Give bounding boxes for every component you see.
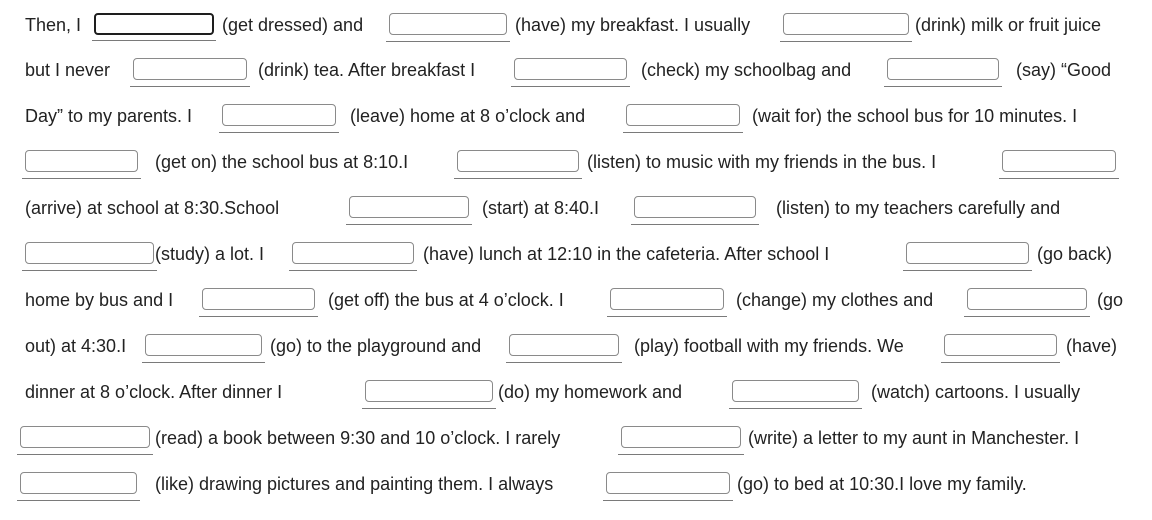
sentence-text: (get on) the school bus at 8:10.I xyxy=(155,152,409,172)
answer-blank-12[interactable] xyxy=(349,196,469,218)
answer-blank-8[interactable] xyxy=(626,104,740,126)
answer-blank-21[interactable] xyxy=(509,334,619,356)
answer-blank-26[interactable] xyxy=(621,426,741,448)
answer-blank-18[interactable] xyxy=(610,288,724,310)
answer-blank-20[interactable] xyxy=(145,334,262,356)
sentence-text: (drink) tea. After breakfast I xyxy=(258,60,476,80)
sentence-text: (go) to bed at 10:30.I love my family. xyxy=(737,474,1027,494)
sentence-text: dinner at 8 o’clock. After dinner I xyxy=(25,382,283,402)
sentence-text: (arrive) at school at 8:30.School xyxy=(25,198,280,218)
answer-blank-3[interactable] xyxy=(783,13,909,35)
answer-blank-17[interactable] xyxy=(202,288,315,310)
answer-blank-22[interactable] xyxy=(944,334,1057,356)
sentence-text: out) at 4:30.I xyxy=(25,336,127,356)
answer-blank-28[interactable] xyxy=(606,472,730,494)
answer-blank-10[interactable] xyxy=(457,150,579,172)
worksheet-line xyxy=(0,418,1152,458)
worksheet-line xyxy=(0,188,1152,228)
answer-blank-27[interactable] xyxy=(20,472,137,494)
worksheet-line xyxy=(0,372,1152,412)
sentence-text: (watch) cartoons. I usually xyxy=(871,382,1081,402)
sentence-text: (go xyxy=(1097,290,1124,310)
sentence-text: (listen) to music with my friends in the bus. I xyxy=(587,152,937,172)
answer-blank-9[interactable] xyxy=(25,150,138,172)
sentence-text: Then, I xyxy=(25,15,82,35)
answer-blank-4[interactable] xyxy=(133,58,247,80)
answer-blank-6[interactable] xyxy=(887,58,999,80)
worksheet-line xyxy=(0,234,1152,274)
sentence-text: but I never xyxy=(25,60,111,80)
worksheet-line xyxy=(0,326,1152,366)
sentence-text: (check) my schoolbag and xyxy=(641,60,852,80)
answer-blank-23[interactable] xyxy=(365,380,493,402)
sentence-text: (do) my homework and xyxy=(498,382,683,402)
answer-blank-15[interactable] xyxy=(292,242,414,264)
answer-blank-2[interactable] xyxy=(389,13,507,35)
worksheet-line xyxy=(0,464,1152,504)
sentence-text: (go back) xyxy=(1037,244,1113,264)
sentence-text: (say) “Good xyxy=(1016,60,1112,80)
answer-blank-5[interactable] xyxy=(514,58,627,80)
sentence-text: (listen) to my teachers carefully and xyxy=(776,198,1061,218)
sentence-text: (write) a letter to my aunt in Manchester. I xyxy=(748,428,1080,448)
answer-blank-14[interactable] xyxy=(25,242,154,264)
answer-blank-7[interactable] xyxy=(222,104,336,126)
sentence-text: (have) lunch at 12:10 in the cafeteria. After school I xyxy=(423,244,830,264)
answer-blank-16[interactable] xyxy=(906,242,1029,264)
sentence-text: (read) a book between 9:30 and 10 o’clock. I rarely xyxy=(155,428,561,448)
sentence-text: (like) drawing pictures and painting them. I always xyxy=(155,474,554,494)
answer-blank-25[interactable] xyxy=(20,426,150,448)
answer-blank-19[interactable] xyxy=(967,288,1087,310)
sentence-text: (have) my breakfast. I usually xyxy=(515,15,751,35)
sentence-text: (get dressed) and xyxy=(222,15,364,35)
sentence-text: (start) at 8:40.I xyxy=(482,198,600,218)
sentence-text: (get off) the bus at 4 o’clock. I xyxy=(328,290,564,310)
answer-blank-11[interactable] xyxy=(1002,150,1116,172)
sentence-text: (drink) milk or fruit juice xyxy=(915,15,1102,35)
worksheet-line xyxy=(0,5,1152,45)
sentence-text: (have) xyxy=(1066,336,1118,356)
sentence-text: (study) a lot. I xyxy=(155,244,265,264)
answer-blank-1[interactable] xyxy=(94,13,214,35)
sentence-text: Day” to my parents. I xyxy=(25,106,193,126)
worksheet-line xyxy=(0,142,1152,182)
answer-blank-24[interactable] xyxy=(732,380,859,402)
worksheet-line xyxy=(0,96,1152,136)
worksheet-line xyxy=(0,50,1152,90)
answer-blank-13[interactable] xyxy=(634,196,756,218)
sentence-text: (wait for) the school bus for 10 minutes. I xyxy=(752,106,1078,126)
sentence-text: home by bus and I xyxy=(25,290,174,310)
sentence-text: (change) my clothes and xyxy=(736,290,934,310)
sentence-text: (leave) home at 8 o’clock and xyxy=(350,106,586,126)
sentence-text: (play) football with my friends. We xyxy=(634,336,904,356)
worksheet-line xyxy=(0,280,1152,320)
sentence-text: (go) to the playground and xyxy=(270,336,482,356)
